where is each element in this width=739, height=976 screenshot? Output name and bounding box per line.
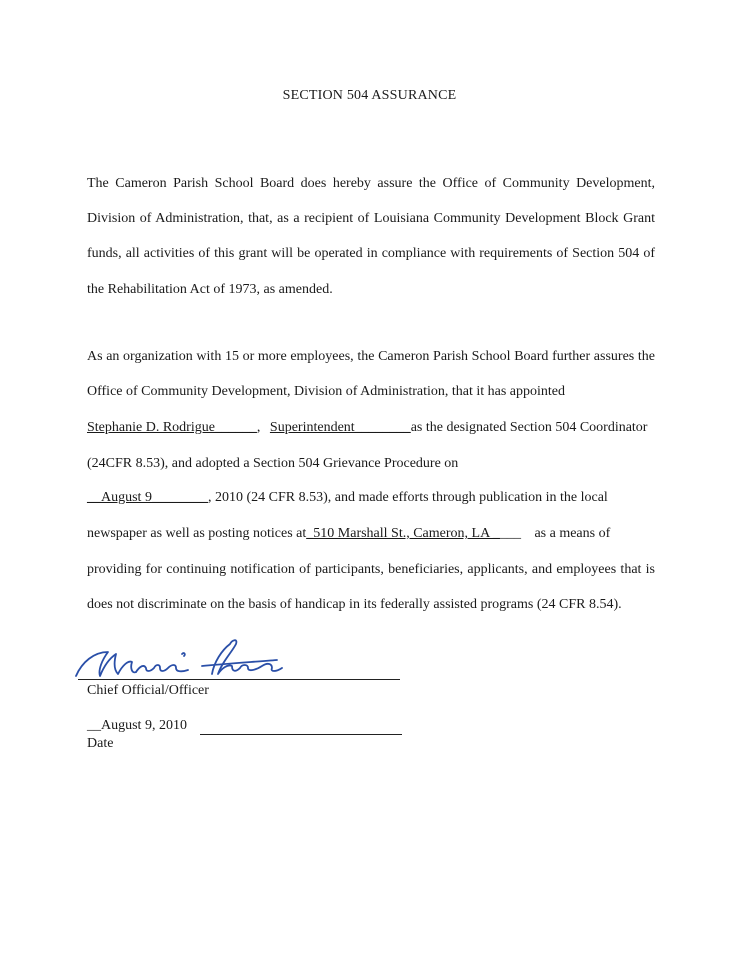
adoption-date: __August 9________ [87, 490, 208, 505]
coordinator-name: Stephanie D. Rodrigue______ [87, 420, 257, 435]
posting-intro: newspaper as well as posting notices at [87, 526, 307, 541]
coordinator-line [87, 420, 647, 436]
signature-strokes [76, 640, 282, 676]
signature-label: Chief Official/Officer [87, 683, 209, 698]
para1-line1: The Cameron Parish School Board does hereby assure the Office of Community Development, [87, 176, 655, 191]
date-label: Date [87, 736, 114, 751]
posting-location: _510 Marshall St., Cameron, LA _ [306, 526, 500, 541]
para2-line1: As an organization with 15 or more employees, the Cameron Parish School Board further assures the [87, 349, 655, 364]
signature-line [78, 679, 400, 680]
para1-line3: funds, all activities of this grant will be operated in compliance with requirements of Section 504 of [87, 246, 655, 261]
para1-line2: Division of Administration, that, as a recipient of Louisiana Community Development Block Grant [87, 211, 655, 226]
document-title: SECTION 504 ASSURANCE [282, 88, 457, 103]
para2-line8: does not discriminate on the basis of handicap in its federally assisted programs (24 CFR 8.54). [87, 597, 622, 612]
date-value: __August 9, 2010 [87, 718, 187, 733]
adoption-date-line [87, 490, 655, 506]
adoption-rest: , 2010 (24 CFR 8.53), and made efforts through publication in the local [207, 490, 608, 505]
para2-line2: Office of Community Development, Division of Administration, that it has appointed [87, 384, 566, 399]
posting-line [87, 526, 655, 542]
para2-line4: (24CFR 8.53), and adopted a Section 504 Grievance Procedure on [87, 456, 459, 471]
date-line [200, 734, 402, 735]
posting-blank: ___ [499, 526, 521, 541]
posting-end: as a means of [534, 526, 611, 541]
para2-line7: providing for continuing notification of participants, beneficiaries, applicants, and employees that is [87, 562, 655, 577]
para1-line4: the Rehabilitation Act of 1973, as amended. [87, 282, 333, 297]
coordinator-title: Superintendent________ [269, 420, 411, 435]
coordinator-role-text: as the designated Section 504 Coordinator [410, 420, 648, 435]
comma: , [256, 420, 261, 435]
